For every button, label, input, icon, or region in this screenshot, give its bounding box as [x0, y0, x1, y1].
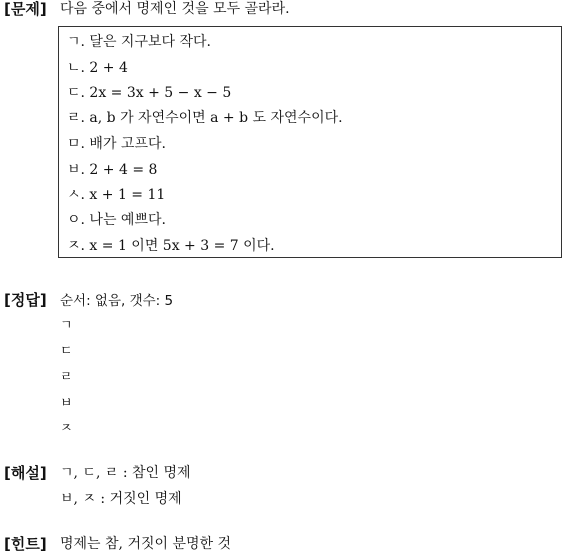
problem-item: ㄷ. 2x = 3x + 5 − x − 5: [67, 85, 232, 101]
answer-label: [정답]: [4, 291, 47, 309]
explanation-label: [해설]: [4, 464, 47, 482]
explanation-line: ㅂ, ㅈ : 거짓인 명제: [60, 491, 182, 507]
hint-label: [힌트]: [4, 535, 47, 553]
problem-label: [문제]: [4, 0, 47, 18]
hint-text: 명제는 참, 거짓이 분명한 것: [60, 536, 232, 552]
answer-item: ㄷ: [60, 344, 73, 359]
problem-item: ㄹ. a, b 가 자연수이면 a + b 도 자연수이다.: [67, 110, 343, 126]
explanation-line: ㄱ, ㄷ, ㄹ : 참인 명제: [60, 465, 191, 481]
problem-item: ㅈ. x = 1 이면 5x + 3 = 7 이다.: [67, 238, 275, 254]
answer-item: ㄱ: [60, 318, 73, 333]
problem-question: 다음 중에서 명제인 것을 모두 골라라.: [60, 1, 290, 17]
answer-item: ㅂ: [60, 396, 73, 411]
problem-item: ㄴ. 2 + 4: [67, 60, 128, 76]
problem-item: ㅁ. 배가 고프다.: [67, 136, 166, 152]
problem-items-box: [58, 26, 562, 258]
answer-item: ㄹ: [60, 370, 73, 385]
problem-item: ㄱ. 달은 지구보다 작다.: [67, 34, 211, 50]
answer-summary: 순서: 없음, 갯수: 5: [60, 293, 174, 309]
problem-item: ㅇ. 나는 예쁘다.: [67, 212, 166, 228]
answer-item: ㅈ: [60, 421, 73, 436]
problem-item: ㅅ. x + 1 = 11: [67, 187, 166, 203]
problem-item: ㅂ. 2 + 4 = 8: [67, 162, 158, 178]
